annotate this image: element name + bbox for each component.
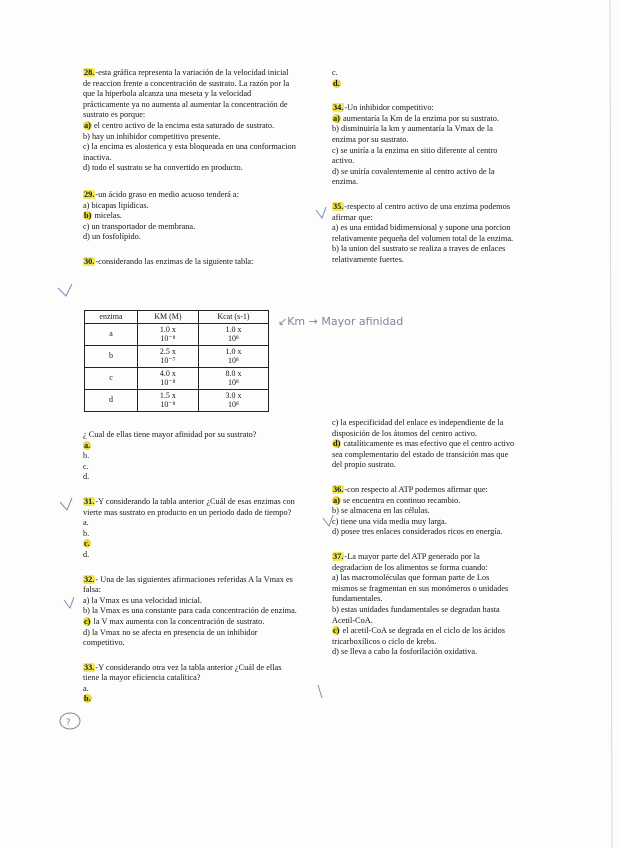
km-exp: 10⁻⁸: [160, 378, 176, 387]
option-c[interactable]: c.: [332, 68, 338, 77]
question-mark-icon: ?: [66, 718, 71, 728]
question-number: 29.: [84, 189, 95, 199]
km-base: 1.0 x: [159, 324, 176, 334]
header-km: KM (M): [137, 311, 198, 324]
cell-enzima: a: [85, 323, 138, 345]
question-text: - Una de las siguientes afirmaciones referidas A la Vmax es falsa:: [83, 574, 293, 595]
question-text: -La mayor parte del ATP generado por la degradacion de los alimentos se forma cuando:: [332, 551, 488, 572]
selected-mark: a): [84, 120, 91, 130]
question-number: 30.: [84, 256, 95, 266]
option-d[interactable]: d) posee tres enlaces considerados ricos en energía.: [332, 527, 503, 537]
option-text: micelas.: [92, 211, 122, 221]
selected-mark: a.: [84, 440, 91, 450]
selected-mark: b): [84, 211, 92, 221]
km-exp: 10⁻⁷: [160, 356, 176, 365]
option-c[interactable]: c) la especificidad del enlace es independiente de la disposición de los átomos del centro activo.: [332, 418, 504, 438]
check-mark-icon: [323, 515, 333, 526]
question-text: -considerando las enzimas de la siguiente tabla:: [95, 256, 254, 266]
selected-mark: c): [333, 626, 340, 636]
option-a[interactable]: a.: [83, 518, 89, 528]
option-b[interactable]: b.: [83, 451, 90, 461]
cell-enzima: c: [85, 367, 138, 389]
header-enzima: enzima: [85, 311, 138, 324]
option-a[interactable]: a) bicapas lipídicas.: [83, 200, 149, 210]
option-text: aumentaría la Km de la enzima por su sustrato.: [340, 113, 499, 123]
kcat-base: 8.0 x: [225, 368, 242, 378]
selected-mark: d.: [333, 78, 340, 88]
option-d[interactable]: d) todo el sustrato se ha convertido en producto.: [83, 163, 243, 173]
selected-mark: c): [84, 616, 91, 626]
option-b[interactable]: b) la Vmax es una constante para cada concentración de enzima.: [83, 606, 297, 616]
page-edge-line: [610, 0, 612, 848]
header-kcat: Kcat (s-1): [198, 311, 268, 324]
option-d[interactable]: d) se lleva a cabo la fosforilación oxidativa.: [332, 647, 478, 657]
selected-mark: b.: [84, 694, 91, 704]
check-mark-icon: [60, 498, 72, 510]
option-text: catalíticamente es mas efectivo que el centro activo sea complementario del estado de transición mas que del propio sustrato.: [332, 439, 515, 470]
question-text: -Un inhibidor competitivo:: [344, 103, 434, 113]
km-base: 2.5 x: [159, 346, 176, 356]
question-number: 33.: [84, 662, 95, 672]
question-number: 32.: [84, 574, 95, 584]
option-a[interactable]: a) las macromoléculas que forman parte de Los mismos se fragmentan en sus monómeros o unidades fundamentales.: [332, 573, 509, 604]
question-number: 36.: [333, 484, 344, 494]
kcat-exp: 10⁸: [228, 356, 239, 365]
option-b[interactable]: b) disminuiría la km y aumentaría la Vmax de la enzima por su sustrato.: [332, 124, 493, 144]
kcat-base: 1.0 x: [225, 346, 242, 356]
option-c[interactable]: c) un transportador de membrana.: [83, 221, 196, 231]
km-base: 1.5 x: [159, 390, 176, 400]
check-mark-icon: [316, 207, 326, 218]
option-c[interactable]: c) la encima es alosterica y esta bloqueada en una conformacion inactiva.: [83, 142, 296, 162]
kcat-exp: 10⁸: [228, 378, 239, 387]
option-b[interactable]: b) se almacena en las células.: [332, 506, 430, 516]
question-number: 28.: [84, 68, 95, 77]
kcat-exp: 10⁸: [228, 400, 239, 409]
selected-mark: a): [333, 495, 340, 505]
check-mark-icon: [64, 597, 74, 608]
selected-mark: c.: [84, 539, 90, 549]
kcat-base: 1.0 x: [225, 324, 242, 334]
cell-enzima: d: [85, 389, 138, 411]
km-exp: 10⁻⁸: [160, 334, 176, 343]
option-c[interactable]: c) se uniría a la enzima en sitio diferente al centro activo.: [332, 145, 498, 166]
question-text: -respecto al centro activo de una enzima podemos afirmar que:: [332, 201, 511, 222]
option-c[interactable]: c) tiene una vida media muy larga.: [332, 516, 447, 526]
option-b[interactable]: b.: [83, 528, 90, 538]
kcat-exp: 10⁸: [228, 334, 239, 343]
option-d[interactable]: d) un fosfolípido.: [83, 232, 141, 242]
check-mark-icon: [58, 284, 72, 296]
selected-mark: d): [333, 439, 341, 449]
option-c[interactable]: c.: [83, 461, 89, 471]
option-text: el acetil-CoA se degrada en el ciclo de los ácidos tricarboxílicos o ciclo de krebs.: [332, 626, 505, 646]
option-d[interactable]: d.: [83, 472, 90, 482]
question-number: 35.: [333, 201, 344, 211]
handwritten-note: ↙Km → Mayor afinidad: [278, 315, 404, 328]
km-base: 4.0 x: [159, 368, 176, 378]
question-text: -Y considerando otra vez la tabla anterior ¿Cuál de ellas tiene la mayor eficiencia catalítica?: [83, 662, 282, 683]
question-text: -Y considerando la tabla anterior ¿Cuál de esas enzimas con vierte mas sustrato en producto en un periodo dado de tiempo?: [83, 496, 295, 517]
option-b[interactable]: b) hay un inhibidor competitivo presente.: [83, 131, 221, 141]
km-exp: 10⁻⁸: [160, 400, 176, 409]
selected-mark: a): [333, 113, 340, 123]
option-text: la V max aumenta con la concentración de sustrato.: [91, 616, 265, 626]
question-number: 31.: [84, 496, 95, 506]
question-text: -con respecto al ATP podemos afirmar que:: [344, 484, 488, 494]
option-a[interactable]: a) es una entidad bidimensional y supone una porcion relativamente pequeña del volumen total de la enzima.: [332, 223, 514, 243]
option-b[interactable]: b) estas unidades fundamentales se degradan hasta Acetil-CoA.: [332, 604, 500, 625]
option-a[interactable]: a) la Vmax es una velocidad inicial.: [83, 595, 202, 605]
option-d[interactable]: d) se uniría covalentemente al centro activo de la enzima.: [332, 166, 495, 187]
kcat-base: 3.0 x: [225, 390, 242, 400]
cell-enzima: b: [85, 345, 138, 367]
option-d[interactable]: d) la Vmax no se afecta en presencia de un inhibidor competitivo.: [83, 627, 258, 648]
pencil-stroke-icon: [318, 685, 322, 698]
option-d[interactable]: d.: [83, 549, 90, 559]
option-text: el centro activo de la encima esta saturado de sustrato.: [91, 120, 275, 130]
option-text: se encuentra en continuo recambio.: [340, 495, 461, 505]
option-a[interactable]: a.: [83, 683, 89, 693]
option-b[interactable]: b) la union del sustrato se realiza a traves de enlaces relativamente fuertes.: [332, 244, 506, 264]
question-number: 37.: [333, 551, 344, 561]
question-text: -un ácido graso en medio acuoso tenderá a:: [95, 189, 239, 199]
question-text: -esta gráfica representa la variación de la velocidad inicial de reaccion frente a concentración de sustrato. La razón por la que la hiperbola alcanza una meseta y la velocidad prácticamente ya no aumenta al aumentar la concentración de sustrato es porque:: [83, 68, 290, 120]
question-number: 34.: [333, 103, 344, 113]
question-30-text: ¿ Cual de ellas tiene mayor afinidad por su sustrato?: [83, 430, 257, 439]
